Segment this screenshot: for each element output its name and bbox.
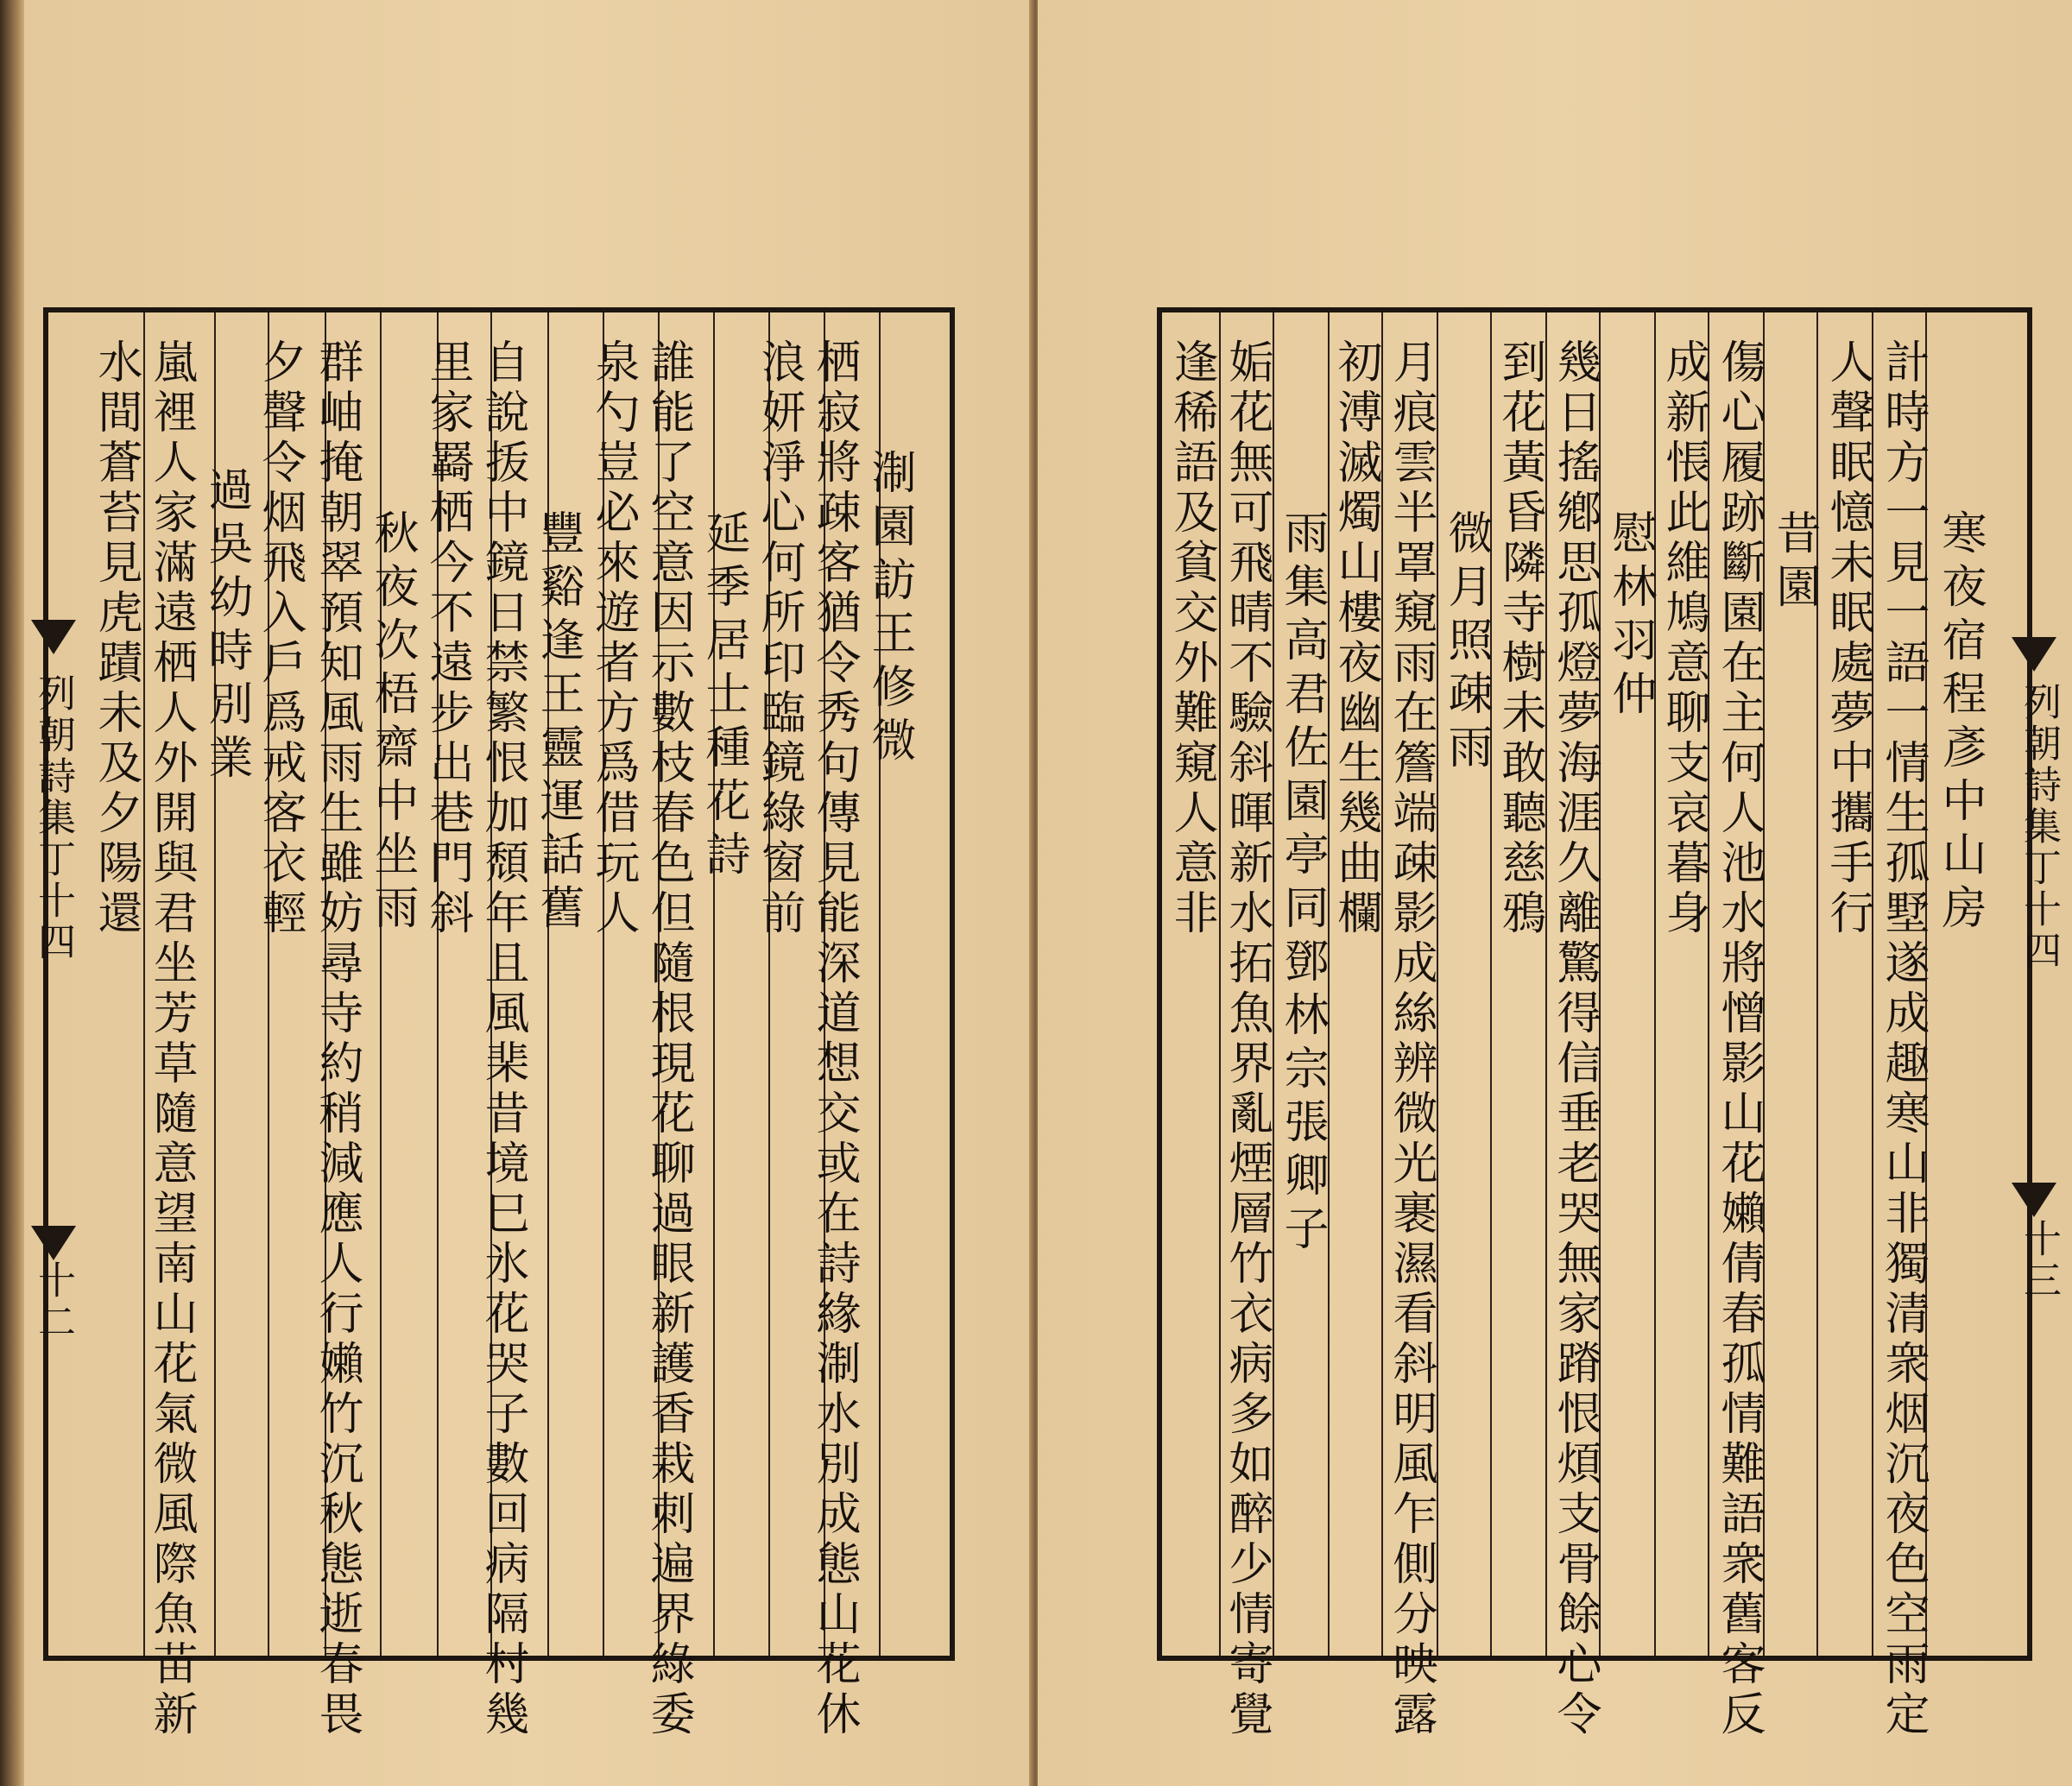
text-column: 里家羇栖今不遠步出巷門斜 [421,338,473,939]
column-rule [1381,312,1383,1656]
text-column: 群岫掩朝翠預知風雨生雖妨尋寺約稍減應人行嬾竹沉秋態逝春畏 [311,338,363,1740]
text-column: 初溥滅燭山樓夜幽生幾曲欄 [1330,338,1381,939]
text-column: 月痕雲半罩窺雨在簷端疎影成絲辨微光裹濕看斜明風乍側分映露 [1385,338,1437,1740]
text-column: 逢稀語及貧交外難窺人意非 [1166,338,1217,939]
margin-page-number: 十三 [2017,1219,2061,1302]
poem-title: 昔園 [1768,509,1820,616]
poem-title: 寒夜宿程彥中山房 [1934,509,1986,937]
fish-tail-mark [2012,637,2056,672]
text-column: 傷心履跡斷園在主何人池水將憎影山花嬾倩春孤情難語衆舊客反 [1713,338,1765,1740]
text-column: 水間蒼苔見虎蹟未及夕陽還 [90,338,142,939]
text-column: 浪妍淨心何所印臨鏡綠窗前 [753,338,805,939]
fish-tail-mark [2012,1183,2056,1217]
margin-book-title: 列朝詩集丁十四 [31,673,75,963]
text-column: 成新悵此維鳩意聊支哀暮身 [1658,338,1709,939]
text-column: 到花黃昏隣寺樹未敢聽慈鴉 [1494,338,1545,939]
poem-title: 豐谿逢王靈運話舊 [532,509,584,937]
poem-title: 雨集高君佐園亭同鄧林宗張卿子 [1276,509,1328,1259]
text-column: 栖寂將疎客猶令秀句傳見能深道想交或在詩緣淛水別成態山花休 [808,338,860,1740]
poem-title: 淛園訪王修微 [863,449,915,770]
text-column: 自說㧞中鏡日禁繁恨加頹年且風棐昔境巳氷花哭子數回病隔村幾 [477,338,528,1740]
fish-tail-mark [31,620,76,654]
text-column: 姤花無可飛晴不驗斜暉新水拓魚界亂煙層竹衣病多如醉少情寄覺 [1221,338,1273,1740]
text-column: 嵐裡人家滿遠栖人外開與君坐芳草隨意望南山花氣微風際魚苗新 [145,338,197,1740]
margin-page-number: 十二 [31,1260,75,1343]
text-column: 幾日搖鄕思孤燈夢海涯久離驚得信垂老哭無家蹐恨煩支骨餘心令 [1549,338,1601,1740]
text-column: 誰能了空意因示數枝春色但隨根現花聊過眼新護香栽刺遍界綠委 [642,338,694,1740]
fish-tail-mark [31,1226,76,1260]
poem-title: 秋夜次梧齋中坐雨 [366,509,418,937]
text-column: 計時方一見一語一情生孤墅遂成趣寒山非獨清衆烟沉夜色空雨定 [1877,338,1929,1740]
column-rule [1545,312,1547,1656]
poem-title: 過吳幼時別業 [200,466,252,787]
book-edge [0,0,26,1786]
column-rule [1273,312,1274,1656]
text-column: 夕聲令烟飛入戶爲戒客衣輕 [254,338,306,939]
poem-title: 微月照疎雨 [1440,509,1492,777]
text-column: 人聲眠憶未眠處夢中攜手行 [1822,338,1873,939]
poem-title: 慰林羽仲 [1604,509,1656,723]
text-column: 泉勺豈必來遊者方爲借玩人 [587,338,639,939]
poem-title: 延季居士種花詩 [698,509,749,884]
column-rule [1437,312,1438,1656]
margin-book-title: 列朝詩集丁十四 [2017,682,2061,972]
